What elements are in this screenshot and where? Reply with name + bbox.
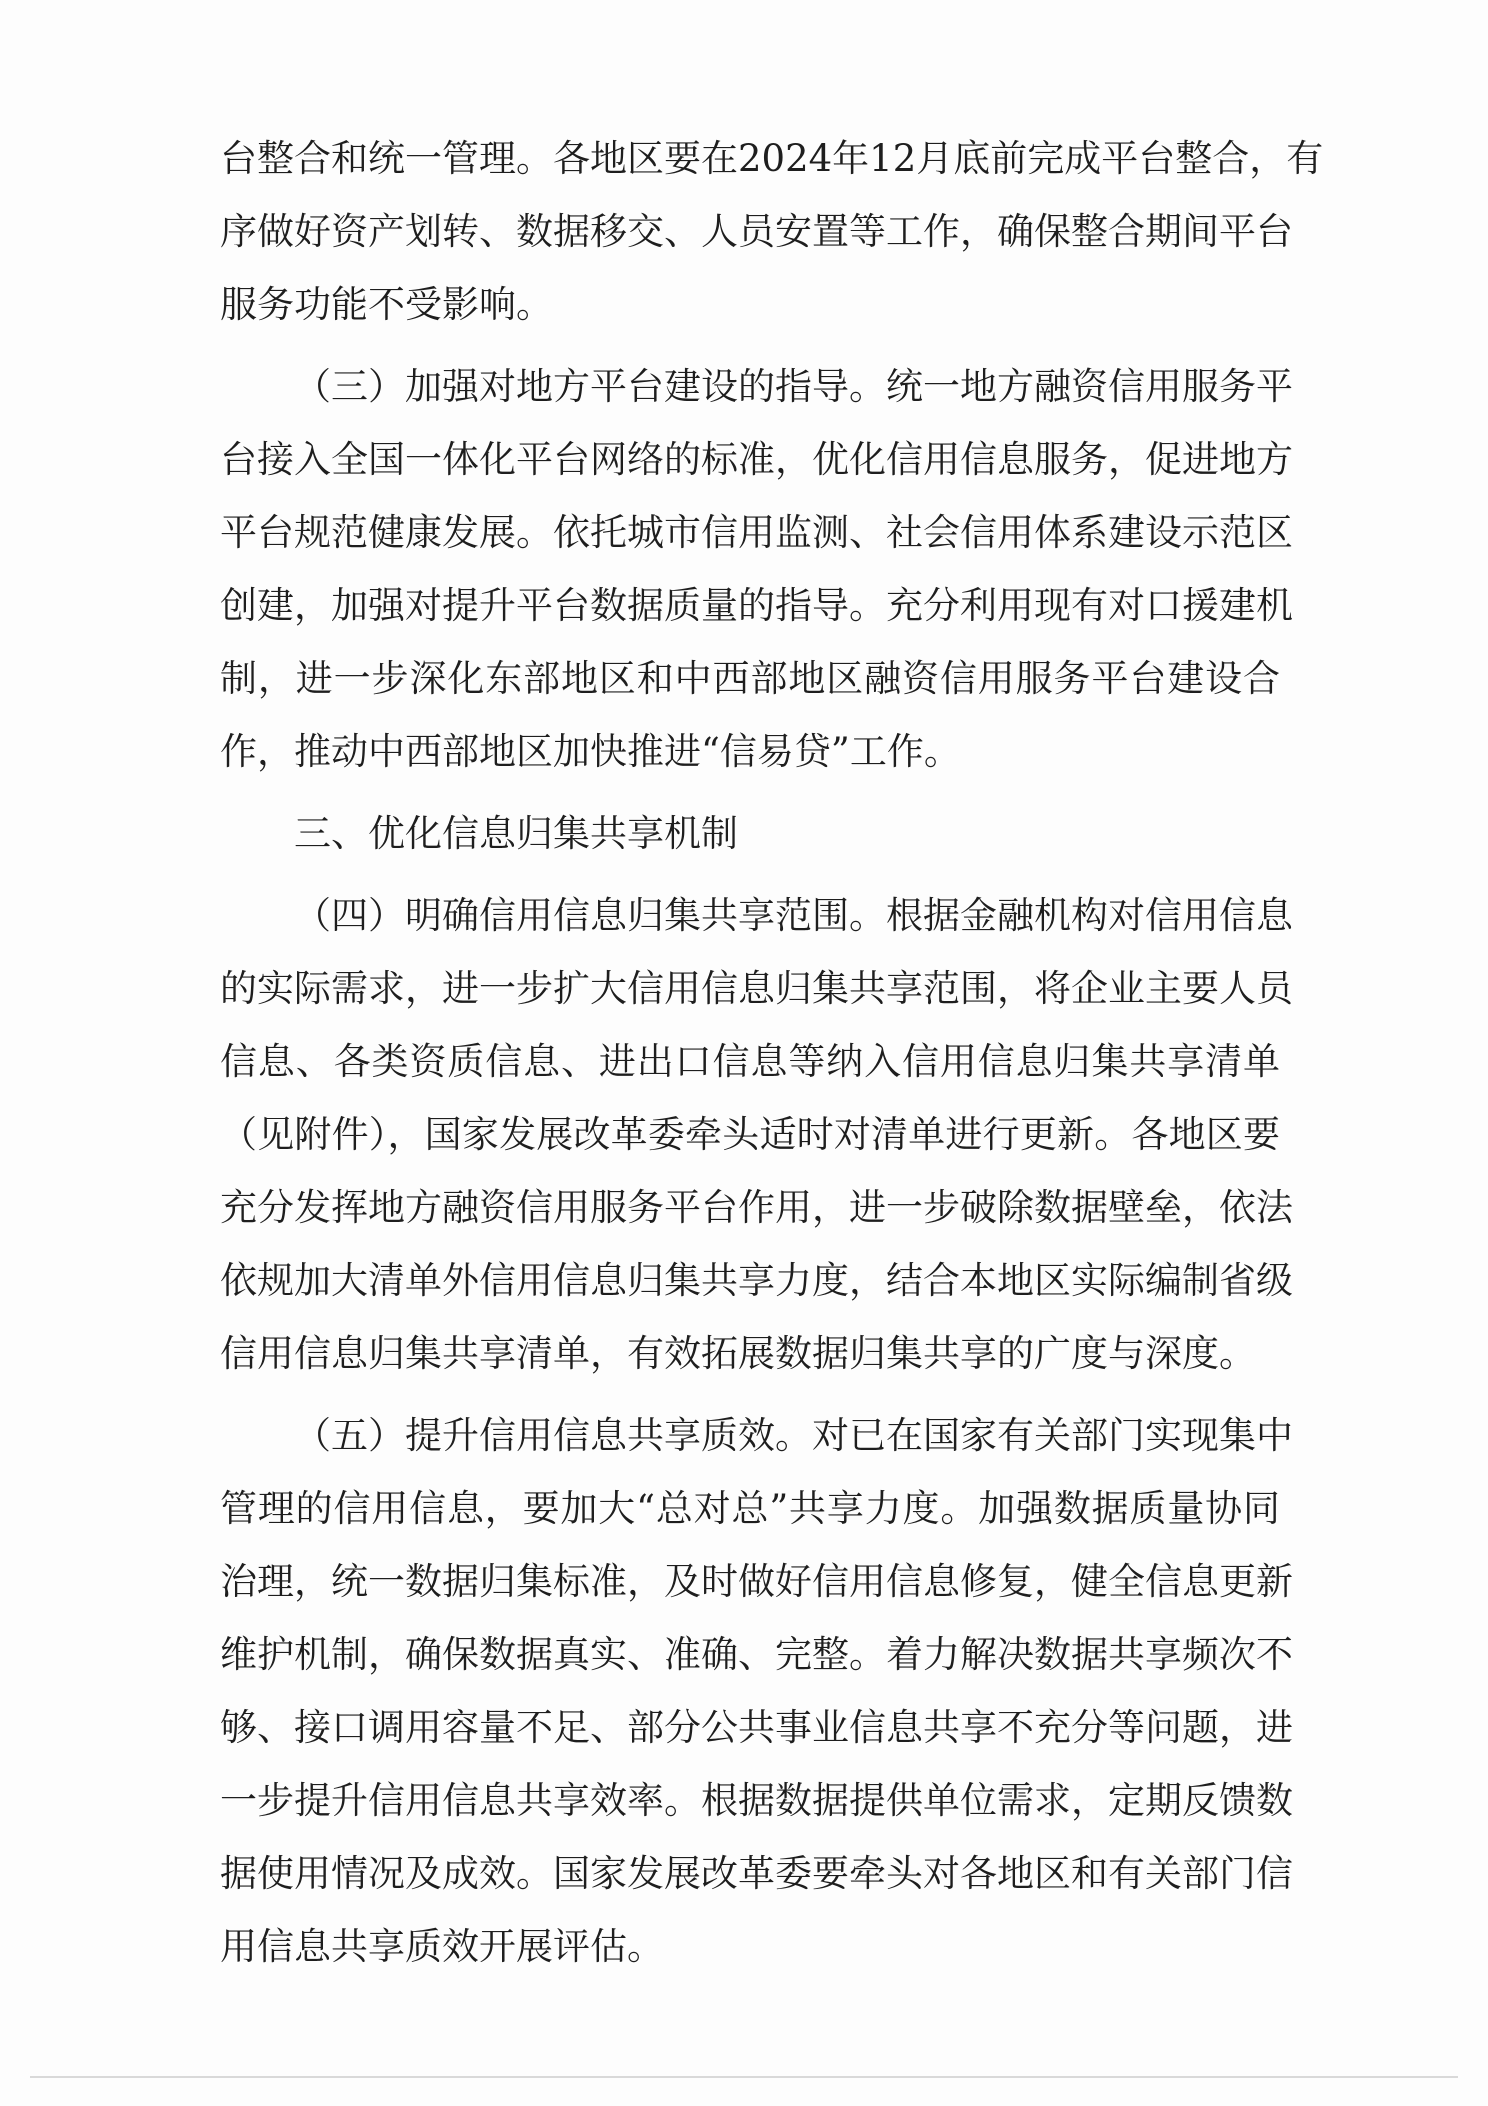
text-line: 充分发挥地方融资信用服务平台作用，进一步破除数据壁垒，依法 xyxy=(220,1186,1293,1229)
section-heading: 三、优化信息归集共享机制 xyxy=(294,812,738,855)
document-body xyxy=(220,122,1324,1983)
text-line: 维护机制，确保数据真实、准确、完整。着力解决数据共享频次不 xyxy=(220,1633,1293,1676)
text-line: （三）加强对地方平台建设的指导。统一地方融资信用服务平 xyxy=(294,365,1293,408)
paragraph-sharing-scope xyxy=(220,879,1293,1390)
text-line: 信息、各类资质信息、进出口信息等纳入信用信息归集共享清单 xyxy=(220,1040,1280,1083)
text-line: 序做好资产划转、数据移交、人员安置等工作，确保整合期间平台 xyxy=(220,210,1293,253)
text-line: （见附件），国家发展改革委牵头适时对清单进行更新。各地区要 xyxy=(220,1113,1280,1156)
text-line: （五）提升信用信息共享质效。对已在国家有关部门实现集中 xyxy=(294,1414,1293,1457)
text-line: 的实际需求，进一步扩大信用信息归集共享范围，将企业主要人员 xyxy=(220,967,1293,1010)
text-line: 作，推动中西部地区加快推进“信易贷”工作。 xyxy=(220,730,961,773)
text-line: 台整合和统一管理。各地区要在2024年12月底前完成平台整合，有 xyxy=(220,137,1324,180)
text-line: 一步提升信用信息共享效率。根据数据提供单位需求，定期反馈数 xyxy=(220,1779,1293,1822)
paragraph-local-platform-guidance xyxy=(220,350,1293,788)
text-line: 信用信息归集共享清单，有效拓展数据归集共享的广度与深度。 xyxy=(220,1332,1256,1375)
paragraph-platform-integration xyxy=(220,122,1324,341)
paragraph-sharing-quality xyxy=(220,1399,1293,1983)
text-line: 制，进一步深化东部地区和中西部地区融资信用服务平台建设合 xyxy=(220,657,1280,700)
text-line: 治理，统一数据归集标准，及时做好信用信息修复，健全信息更新 xyxy=(220,1560,1293,1603)
text-line: 管理的信用信息，要加大“总对总”共享力度。加强数据质量协同 xyxy=(220,1487,1280,1530)
text-line: 够、接口调用容量不足、部分公共事业信息共享不充分等问题，进 xyxy=(220,1706,1293,1749)
text-line: 平台规范健康发展。依托城市信用监测、社会信用体系建设示范区 xyxy=(220,511,1293,554)
text-line: 依规加大清单外信用信息归集共享力度，结合本地区实际编制省级 xyxy=(220,1259,1293,1302)
page-bottom-rule xyxy=(30,2076,1458,2078)
text-line: 用信息共享质效开展评估。 xyxy=(220,1925,664,1968)
text-line: 创建，加强对提升平台数据质量的指导。充分利用现有对口援建机 xyxy=(220,584,1293,627)
section-heading-info-sharing xyxy=(220,797,1280,870)
text-line: 据使用情况及成效。国家发展改革委要牵头对各地区和有关部门信 xyxy=(220,1852,1293,1895)
text-line: 台接入全国一体化平台网络的标准，优化信用信息服务，促进地方 xyxy=(220,438,1293,481)
text-line: （四）明确信用信息归集共享范围。根据金融机构对信用信息 xyxy=(294,894,1293,937)
text-line: 服务功能不受影响。 xyxy=(220,283,553,326)
